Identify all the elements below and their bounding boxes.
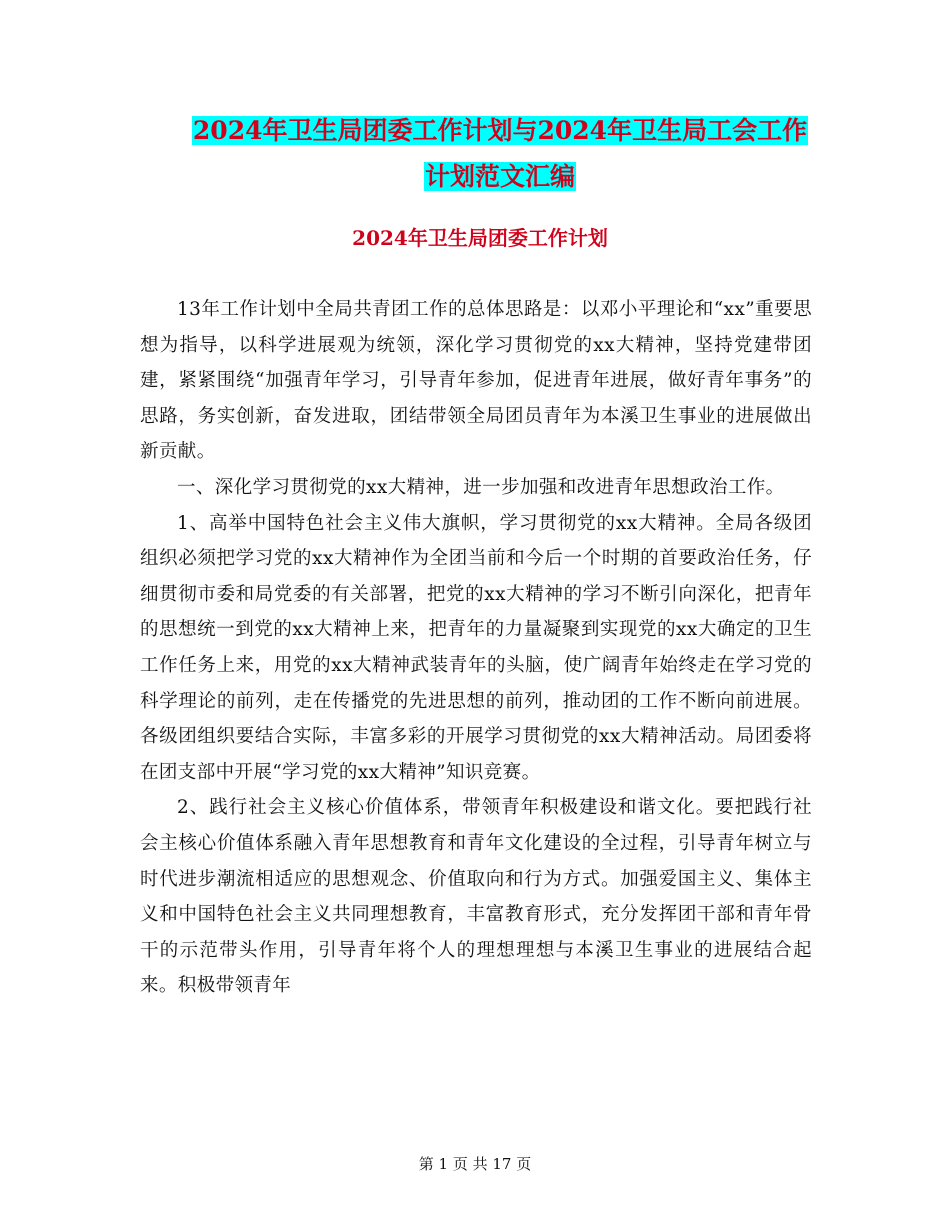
page-number-footer: 第 1 页 共 17 页: [418, 1155, 532, 1173]
document-title-line-2: 计划范文汇编: [424, 162, 575, 191]
paragraph: 13年工作计划中全局共青团工作的总体思路是：以邓小平理论和“xx”重要思想为指导，以科学进展观为统领，深化学习贯彻党的xx大精神，坚持党建带团建，紧紧围绕“加强青年学习，引导青年参加，促进青年进展，做好青年事务”的思路，务实创新，奋发进取，团结带领全局团员青年为本溪卫生事业的进展做出新贡献。: [140, 299, 812, 463]
paragraph: 2、践行社会主义核心价值体系，带领青年积极建设和谐文化。要把践行社会主核心价值体系融入青年思想教育和青年文化建设的全过程，引导青年树立与时代进步潮流相适应的思想观念、价值取向和行为方式。加强爱国主义、集体主义和中国特色社会主义共同理想教育，丰富教育形式，充分发挥团干部和青年骨干的示范带头作用，引导青年将个人的理想理想与本溪卫生事业的进展结合起来。积极带领青年: [140, 797, 812, 997]
paragraph: 一、深化学习贯彻党的xx大精神，进一步加强和改进青年思想政治工作。: [177, 476, 785, 498]
paragraph: 1、高举中国特色社会主义伟大旗帜，学习贯彻党的xx大精神。全局各级团组织必须把学习党的xx大精神作为全团当前和今后一个时期的首要政治任务，仔细贯彻市委和局党委的有关部署，把党的xx大精神的学习不断引向深化，把青年的思想统一到党的xx大精神上来，把青年的力量凝聚到实现党的xx大确定的卫生工作任务上来，用党的xx大精神武装青年的头脑，使广阔青年始终走在学习党的科学理论的前列，走在传播党的先进思想的前列，推动团的工作不断向前进展。各级团组织要结合实际，丰富多彩的开展学习贯彻党的xx大精神活动。局团委将在团支部中开展“学习党的xx大精神”知识竞赛。: [140, 512, 812, 783]
document-title: [140, 108, 860, 200]
document-title-line-1: 2024年卫生局团委工作计划与2024年卫生局工会工作: [192, 116, 808, 145]
document-body: [140, 292, 812, 1004]
section-title: 2024年卫生局团委工作计划: [352, 226, 608, 250]
